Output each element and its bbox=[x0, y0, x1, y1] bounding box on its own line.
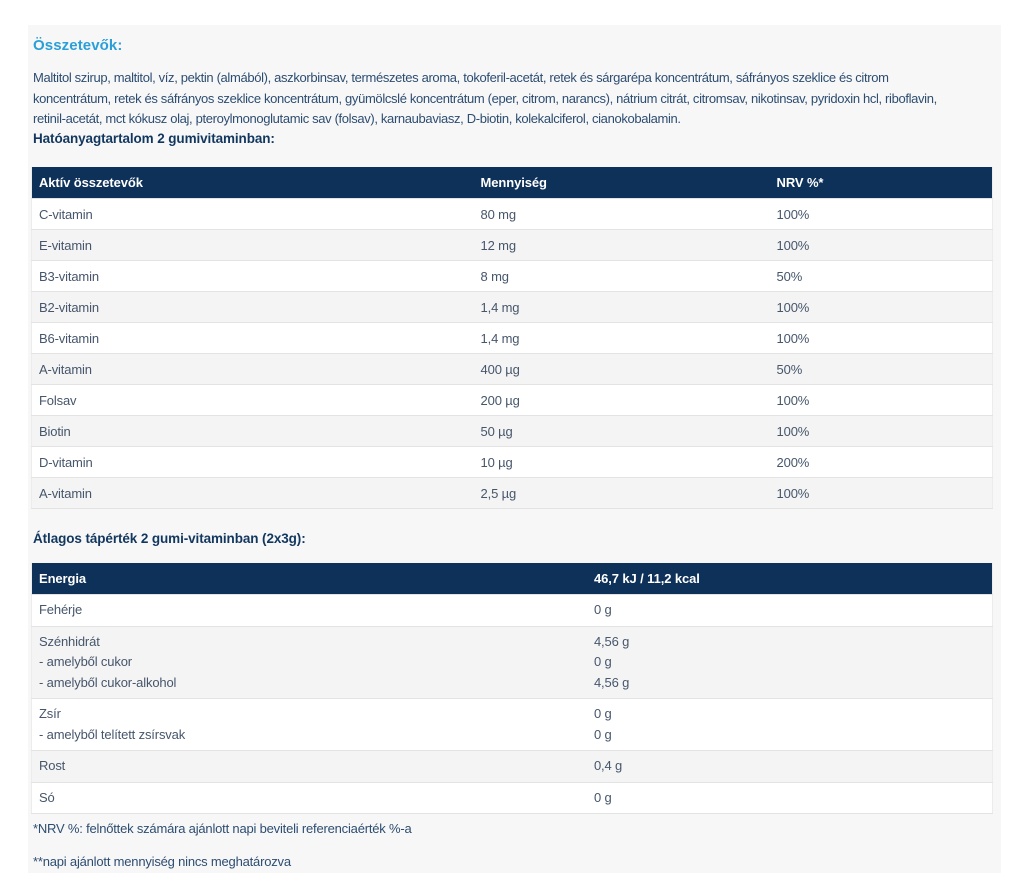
ingredients-line: Maltitol szirup, maltitol, víz, pektin (almából), aszkorbinsav, természetes aroma, tokoferil-acetát, retek és sárgarépa koncentrátum, sáfrányos szeklice és citrom bbox=[33, 70, 889, 85]
table-row bbox=[32, 478, 993, 509]
table-cell: 100% bbox=[770, 323, 993, 354]
cell-line: 0 g bbox=[593, 706, 612, 721]
table-row bbox=[32, 354, 993, 385]
ingredients-line: koncentrátum, retek és sáfrányos szeklice koncentrátum, gyümölcslé koncentrátum (eper, citrom, narancs), nátrium citrát, citromsav, nikotinsav, pyridoxin hcl, riboflavin, bbox=[33, 90, 937, 106]
table-cell: 200 µg bbox=[474, 385, 770, 416]
nutrition-header-value: 46,7 kJ / 11,2 kcal bbox=[587, 563, 993, 595]
header-row bbox=[32, 563, 993, 595]
table-cell: A-vitamin bbox=[32, 478, 474, 509]
row-label-cell bbox=[32, 699, 587, 751]
table-cell: C-vitamin bbox=[32, 199, 474, 230]
table-cell: Folsav bbox=[32, 385, 474, 416]
table-cell: 2,5 µg bbox=[474, 478, 770, 509]
footnote-daily-amount: **napi ajánlott mennyiség nincs meghatározva bbox=[33, 854, 291, 869]
table-cell: 100% bbox=[770, 385, 993, 416]
ingredients-line: retinil-acetát, mct kókusz olaj, pteroylmonoglutamic sav (folsav), karnaubaviasz, D-biotin, kolekalciferol, cianokobalamin. bbox=[33, 111, 681, 126]
nutrition-table-header bbox=[32, 563, 993, 595]
table-cell: 80 mg bbox=[474, 199, 770, 230]
cell-line: 0 g bbox=[593, 726, 612, 742]
table-cell: 10 µg bbox=[474, 447, 770, 478]
cell-line: Fehérje bbox=[39, 602, 83, 617]
table-row bbox=[32, 261, 993, 292]
table-row bbox=[32, 782, 993, 814]
nutrition-table bbox=[31, 563, 993, 814]
row-label-cell bbox=[32, 595, 587, 627]
table-cell: 50% bbox=[770, 261, 993, 292]
table-cell: D-vitamin bbox=[32, 447, 474, 478]
table-cell: 1,4 mg bbox=[474, 292, 770, 323]
table-cell: E-vitamin bbox=[32, 230, 474, 261]
row-label-cell bbox=[32, 782, 587, 814]
table-cell: Biotin bbox=[32, 416, 474, 447]
actives-heading: Hatóanyagtartalom 2 gumivitaminban: bbox=[33, 131, 275, 146]
table-cell: 100% bbox=[770, 230, 993, 261]
table-row bbox=[32, 199, 993, 230]
nutrition-table-body bbox=[32, 595, 993, 814]
cell-line: 0,4 g bbox=[593, 758, 623, 773]
table-row bbox=[32, 626, 993, 699]
row-label-cell bbox=[32, 751, 587, 783]
table-cell: 100% bbox=[770, 199, 993, 230]
table-row bbox=[32, 699, 993, 751]
cell-line: Só bbox=[39, 789, 55, 805]
row-value-cell bbox=[587, 751, 993, 783]
row-value-cell bbox=[587, 699, 993, 751]
cell-line: 0 g bbox=[593, 602, 612, 617]
table-cell: A-vitamin bbox=[32, 354, 474, 385]
actives-table bbox=[31, 167, 993, 509]
column-header-active-ingredients: Aktív összetevők bbox=[32, 167, 474, 199]
table-cell: 100% bbox=[770, 292, 993, 323]
row-label-cell bbox=[32, 626, 587, 699]
cell-line: - amelyből cukor bbox=[39, 654, 132, 669]
table-cell: 1,4 mg bbox=[474, 323, 770, 354]
cell-line: 0 g bbox=[593, 654, 612, 669]
cell-line: Zsír bbox=[39, 706, 61, 721]
table-cell: 8 mg bbox=[474, 261, 770, 292]
table-row bbox=[32, 323, 993, 354]
nutrition-heading: Átlagos tápérték 2 gumi-vitaminban (2x3g): bbox=[33, 531, 306, 546]
table-row bbox=[32, 416, 993, 447]
column-header-nrv: NRV %* bbox=[770, 167, 993, 199]
table-row bbox=[32, 751, 993, 783]
table-cell: B2-vitamin bbox=[32, 292, 474, 323]
footnote-nrv: *NRV %: felnőttek számára ajánlott napi beviteli referenciaérték %-a bbox=[33, 821, 412, 836]
table-row bbox=[32, 230, 993, 261]
table-row bbox=[32, 385, 993, 416]
column-header-quantity: Mennyiség bbox=[474, 167, 770, 199]
ingredients-paragraph bbox=[33, 68, 937, 130]
actives-table-header bbox=[32, 167, 993, 199]
cell-line: - amelyből telített zsírsvak bbox=[39, 726, 186, 742]
table-row bbox=[32, 595, 993, 627]
cell-line: 4,56 g bbox=[593, 633, 630, 649]
nutrition-header-label: Energia bbox=[32, 563, 587, 595]
cell-line: Szénhidrát bbox=[39, 633, 100, 649]
table-cell: B3-vitamin bbox=[32, 261, 474, 292]
table-cell: 400 µg bbox=[474, 354, 770, 385]
table-cell: 50 µg bbox=[474, 416, 770, 447]
content-panel bbox=[28, 25, 1001, 873]
cell-line: - amelyből cukor-alkohol bbox=[39, 674, 177, 690]
table-cell: B6-vitamin bbox=[32, 323, 474, 354]
row-value-cell bbox=[587, 595, 993, 627]
ingredients-heading: Összetevők: bbox=[33, 37, 123, 54]
table-row bbox=[32, 447, 993, 478]
row-value-cell bbox=[587, 626, 993, 699]
table-cell: 50% bbox=[770, 354, 993, 385]
table-cell: 100% bbox=[770, 416, 993, 447]
table-cell: 12 mg bbox=[474, 230, 770, 261]
cell-line: Rost bbox=[39, 758, 66, 773]
table-cell: 200% bbox=[770, 447, 993, 478]
cell-line: 4,56 g bbox=[593, 674, 630, 690]
header-row bbox=[32, 167, 993, 199]
row-value-cell bbox=[587, 782, 993, 814]
table-row bbox=[32, 292, 993, 323]
cell-line: 0 g bbox=[593, 789, 612, 805]
table-cell: 100% bbox=[770, 478, 993, 509]
actives-table-body bbox=[32, 199, 993, 509]
